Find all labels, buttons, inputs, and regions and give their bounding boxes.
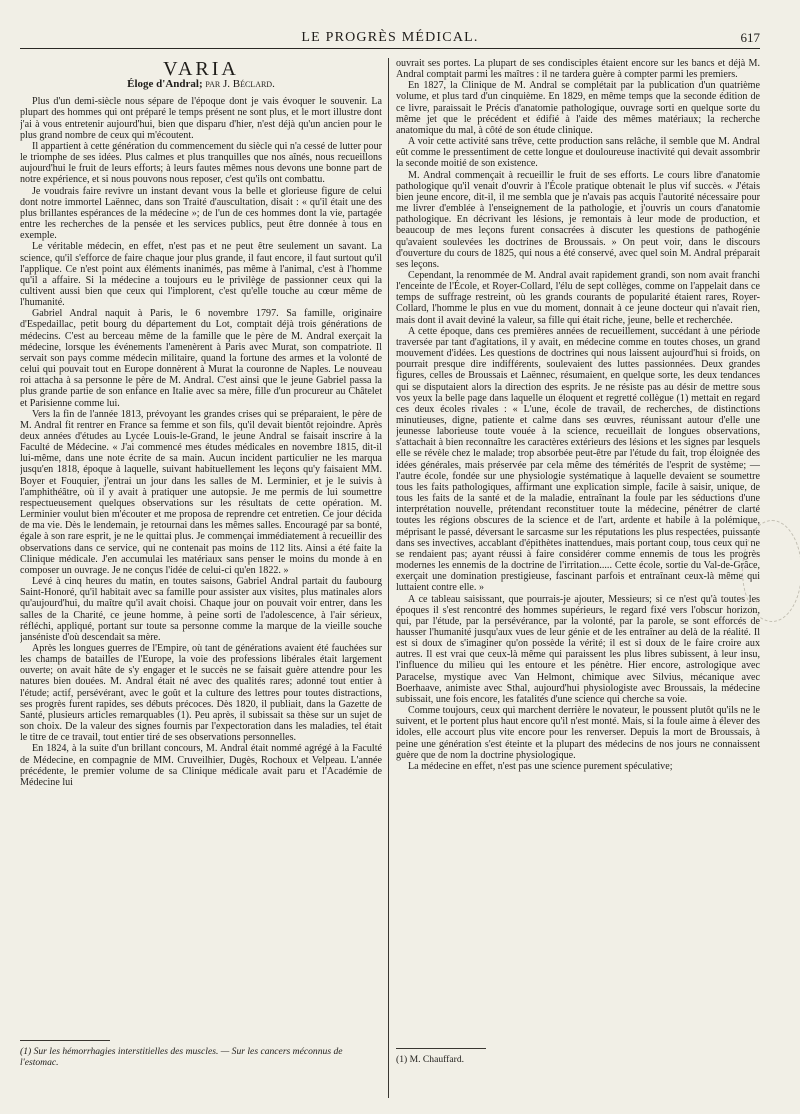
article-title — [20, 79, 382, 90]
article-author: par J. Béclard. — [205, 78, 275, 91]
paragraph: Le véritable médecin, en effet, n'est pas et ne peut être seulement un savant. La science, qu'il s'efforce de faire chaque jour plus grande, il faut encore, il faut surtout qu'il l'applique. Ce n'est point aux éléments inanimés, pas même à l'animal, c'est à l'homme qu'il a affaire. Si la médecine a toujours eu le privilège de passionner ceux qui la cultivent aussi bien que ceux qui l'implorent, c'est qu'elle touche au cœur même de l'humanité. — [20, 241, 382, 309]
page-header — [20, 26, 760, 49]
page-number: 617 — [740, 30, 760, 45]
paragraph: Levé à cinq heures du matin, en toutes saisons, Gabriel Andral partait du faubourg Saint-Honoré, qu'il habitait avec sa famille pour assister aux visites, plus matinales alors qu'aujourd'hui, du maître qu'il avait choisi. Chaque jour on pouvait voir entrer, dans les salles de la Charité, ce jeune homme, à peine sorti de l'adolescence, à l'air sérieux, réfléchi, appliqué, portant sur toute sa personne comme la marque de la vieille souche janséniste d'où descendait sa mère. — [20, 576, 382, 643]
footnote-text: (1) Sur les hémorrhagies interstitielles des muscles. — Sur les cancers méconnus de l'estomac. — [20, 1046, 343, 1068]
paragraph: A voir cette activité sans trêve, cette production sans relâche, il semble que M. Andral eût comme le pressentiment de cette longue et douloureuse inactivité qui devait assombrir la seconde moitié de son existence. — [396, 136, 760, 170]
paragraph: A ce tableau saisissant, que pourrais-je ajouter, Messieurs; si ce n'est qu'à toutes les époques il s'est rencontré des hommes supérieurs, le regard fixé vers l'obscur horizon, qui, par l'étude, par la persévérance, par la volonté, par la parole, se sont efforcés de hausser l'humanité jusqu'aux vues de leur génie et de les entraîner au delà de la réalité. Il est si doux de s'imaginer qu'on possède la vérité; il est si doux de le faire croire aux autres. Il est vrai que ceux-là même qui paraissent les plus libres subissent, à leur insu, l'influence du milieu qui les entoure et les pénètre. Hier encore, astrologique avec Paracelse, mystique avec Van Helmont, chimique avec Silvius, mécanique avec Boerhaave, animiste avec Sthal, aujourd'hui physiologiste avec Broussais, la médecine subissait, une fois encore, les fatalités d'une science qui cherche sa voie. — [396, 593, 760, 705]
section-title: VARIA — [163, 58, 239, 80]
paragraph: Vers la fin de l'année 1813, prévoyant les grandes crises qui se préparaient, le père de M. Andral fit rentrer en France sa femme et son fils, qu'il devait bientôt rejoindre. Après deux années d'études au Lycée Louis-le-Grand, le jeune Andral se faisait inscrire à la Faculté de Médecine. « J'ai commencé mes études médicales en novembre 1815, dit-il lui-même, dans une note écrite de sa main. Aucun incident particulier ne les marqua jusqu'en 1818, époque à laquelle, suivant habituellement les leçons qu'y faisaient MM. Boyer et Fouquier, j'entrai un jour dans les salles de M. Lerminier, et je le suivis à l'amphithéâtre, où il y avait à pratiquer une autopsie. Je me permis de lui soumettre respectueusement quelques observations sur les résultats de cette opération. M. Lerminier voulut bien m'écouter et me proposa de reprendre cet entretien. Ce jour décida de ma vie. Dès le lendemain, je retournai dans les mêmes salles. Encouragé par sa bonté, égale à son rare esprit, je ne le quittai plus. Je commençai immédiatement à recueillir des observations dans ce service, qui ne contenait pas moins de 112 lits. Ainsi a été faite la Clinique médicale. J'en accumulai les matériaux sans penser le moins du monde à en composer un ouvrage. Je ne conçus l'idée de celui-ci qu'en 1822. » — [20, 408, 382, 576]
paragraph: Comme toujours, ceux qui marchent derrière le novateur, le poussent plutôt qu'ils ne le suivent, et le portent plus haut encore qu'il n'est monté. Mais, si la foule aime à élever des idoles, elle accourt plus vite encore pour les renverser. Depuis la mort de Broussais, à peine une génération s'est éteinte et la plupart des médecins de nos jours ne connaissent guère que de nom la doctrine physiologique. — [396, 705, 760, 761]
library-stamp — [742, 520, 800, 622]
footnote-left — [20, 1040, 382, 1114]
paragraph: En 1824, à la suite d'un brillant concours, M. Andral était nommé agrégé à la Faculté de Médecine, en compagnie de MM. Cruveilhier, Dugès, Rochoux et Velpeau. L'année précédente, le premier volume de sa Clinique médicale avait paru et l'Académie de Médecine lui — [20, 743, 382, 788]
paragraph: Je voudrais faire revivre un instant devant vous la belle et glorieuse figure de celui dont notre immortel Laënnec, dans son Traité d'auscultation, disait : « qu'il était une des plus brillantes espérances de la médecine »; de l'un de ces hommes dont la vie, partagée entre les recherches de la pensée et les services publics, peut être donnée à tous en exemple. — [20, 185, 382, 242]
paragraph: Plus d'un demi-siècle nous sépare de l'époque dont je vais évoquer le souvenir. La plupart des hommes qui ont préparé le temps présent ne sont plus, et le mort illustre dont j'ai à vous entretenir aujourd'hui, bien que disparu d'hier, n'est déjà qu'un ancien pour le plus grand nombre de ceux qui m'écoutent. — [20, 96, 382, 141]
paragraph: Gabriel Andral naquit à Paris, le 6 novembre 1797. Sa famille, originaire d'Espedaillac, petit bourg du département du Lot, comptait déjà trois générations de médecins. C'est au berceau même de la famille que le père de M. Andral exerçait la médecine, lorsque les événements l'amenèrent à Paris avec Murat, son compatriote. Il servait son pays comme médecin militaire, quand la fortune des armes et la volonté de celui qui pouvait tout en Europe donnèrent à Murat la couronne de Naples. Le nouveau roi attacha à sa personne le père de M. Andral. C'est ainsi que le jeune Gabriel passa la plus grande partie de son enfance en Italie avec sa mère, fille d'un procureur au Châtelet et Parisienne comme lui. — [20, 308, 382, 409]
paragraph: Cependant, la renommée de M. Andral avait rapidement grandi, son nom avait franchi l'enceinte de l'École, et Royer-Collard, l'élu de sept collèges, comme on l'appelait dans ce temps de suffrage restreint, où les grands courants de popularité étaient rares, Royer-Collard, l'homme le plus en vue du moment, donnait à ce jeune docteur qui n'avait rien, mais dont il avait deviné la valeur, sa fille qui était riche, jeune, belle et recherchée. — [396, 269, 760, 326]
paragraph: A cette époque, dans ces premières années de recueillement, succédant à une période traversée par tant d'agitations, il y avait, en médecine comme en toutes choses, un grand mouvement d'idées. Les questions de doctrines qui nous laissent aujourd'hui si froids, on pourrait presque dire indifférents, soulevaient des luttes passionnées. Deux grandes figures, celles de Broussais et Laënnec, résumaient, en quelque sorte, les deux tendances qui se disputaient alors la direction des esprits. Je ne résiste pas au désir de mettre sous vos yeux la belle page dans laquelle un éloquent et regretté collègue (1) mettait en regard ces deux écoles rivales : « L'une, école de travail, de recherches, de distinctions minutieuses, digne, patiente et calme dans ses œuvres, réunissant autour d'elle une jeunesse laborieuse toute vouée à la science, recueillait de longues observations, s'attachait à bien reconnaître les caractères extérieurs des lésions et les signes par lesquels elle se révèle chez le malade; trop absorbée peut-être par l'étude du fait, trop éloignée des idées générales, mais préservée par cela même des témérités de l'esprit de système; — l'autre école, fondée sur une physiologie systématique à laquelle devaient se soumettre tous les faits pathologiques, affirmant une explication simple, facile à saisir, unique, de tous les faits de la santé et de la maladie, entraînant la foule par les séductions d'une interprétation nouvelle, prétendant reconstituer toute la médecine, pénétrer de clarté toutes les régions obscures de la science et de l'art, ardente et habile à la polémique, méprisant le passé, déversant le sarcasme sur les réputations les plus respectées, puissante dans ses invectives, accablant d'épithètes inattendues, mais portant coup, tous ceux qui ne se rendaient pas; ayant réussi à faire considérer comme ennemis de tous les progrès modernes les ennemis de la doctrine de l'irritation..... Cette école, sortie du Val-de-Grâce, exerçait une domination prestigieuse, fascinant parfois et entraînant ceux-là même qui luttaient contre elle. » — [396, 325, 760, 594]
right-column — [396, 58, 760, 1104]
footnote-text: (1) M. Chauffard. — [396, 1054, 465, 1065]
article-title-text: Éloge d'Andral; — [127, 78, 203, 91]
paragraph: Il appartient à cette génération du commencement du siècle qui n'a cessé de lutter pour le triomphe de ses idées. Plus calmes et plus tranquilles que nos aînés, nous recueillons aujourd'hui le fruit de leurs efforts; à leurs fautes mêmes nous devons une bonne part de notre expérience, et si nous pouvons nous reposer, c'est qu'ils ont combattu. — [20, 140, 382, 186]
paragraph: ouvrait ses portes. La plupart de ses condisciples étaient encore sur les bancs et déjà M. Andral comptait parmi les maîtres : il ne tardera guère à compter parmi les premiers. — [396, 58, 760, 81]
footnote-rule — [396, 1048, 486, 1049]
column-divider — [388, 58, 389, 1098]
paragraph: En 1827, la Clinique de M. Andral se complétait par la publication d'un quatrième volume, et plus tard d'un cinquième. En 1829, en même temps que la seconde édition de ce livre, paraissait le Précis d'anatomie pathologique, ouvrage sorti en quelque sorte du même jet que le précédent et édifié à l'aide des mêmes matériaux; la recherche anatomique du mal, à côté de son étude clinique. — [396, 80, 760, 136]
paragraph: M. Andral commençait à recueillir le fruit de ses efforts. Le cours libre d'anatomie pathologique qu'il venait d'ouvrir à l'École pratique obtenait le plus vif succès. « J'étais bien jeune encore, dit-il, il me sembla que je n'avais pas acquis l'autorité nécessaire pour me livrer d'emblée à l'enseignement de la pathologie, et j'ouvris un cours d'anatomie pathologique. En décrivant les lésions, je remontais à leur mode de production, et beaucoup de mes leçons furent consacrées à discuter les questions de pathogénie qu'avaient soulevées les doctrines de Broussais. » On peut voir, dans le discours d'ouverture du cours de 1825, qui nous a été conservé, avec quel soin M. Andral préparait ses leçons. — [396, 169, 760, 270]
paragraph: La médecine en effet, n'est pas une science purement spéculative; — [408, 760, 673, 772]
journal-title: LE PROGRÈS MÉDICAL. — [301, 30, 479, 45]
left-column — [20, 58, 382, 1104]
paragraph: Après les longues guerres de l'Empire, où tant de générations avaient été fauchées sur les champs de batailles de l'Europe, la voie des professions libérales était largement ouverte; on avait hâte de s'y engager et le succès ne se faisait guère attendre pour les natures bien douées. M. Andral était né avec des qualités rares; adonné tout entier à l'étude; actif, persévérant, avec le goût et la culture des lettres pour toutes distractions, ses progrès furent rapides, ses débuts précoces. Dès 1820, il publiait, dans la Gazette de Santé, plusieurs articles remarquables (1). Peu après, il subissait sa thèse sur un sujet de son choix. De la valeur des signes fournis par l'expectoration dans les maladies, tel était le titre de ce travail, tout entier tiré de ses observations personnelles. — [20, 642, 382, 744]
footnote-rule — [20, 1040, 110, 1041]
footnote-right — [396, 1048, 760, 1065]
